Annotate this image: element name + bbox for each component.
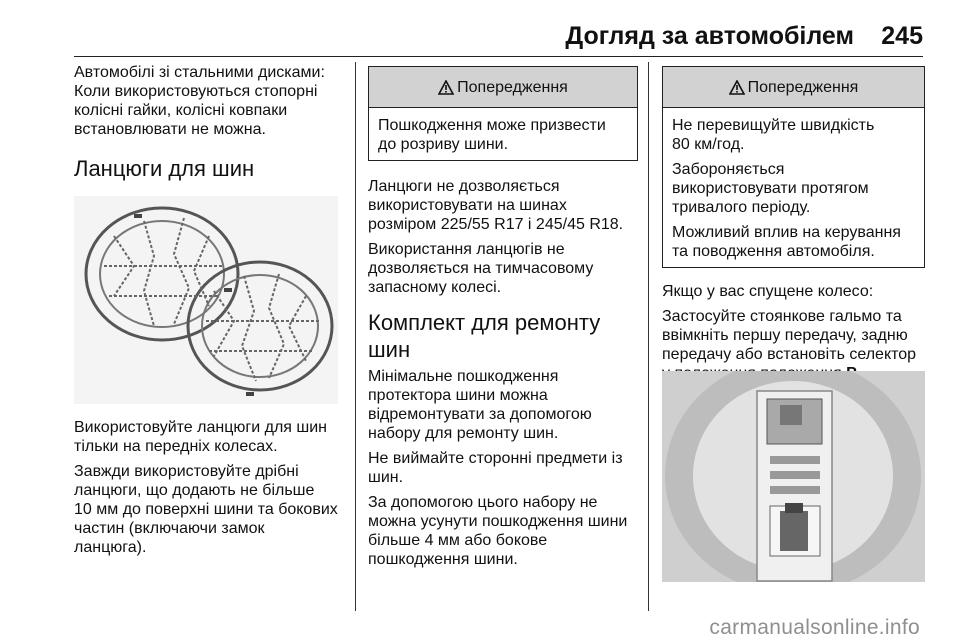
paragraph-flat-tyre — [662, 282, 925, 301]
text-line: можна усунути пошкодження шини — [368, 513, 628, 530]
text-line: ввімкніть першу передачу, задню — [662, 327, 908, 344]
text-line: тільки на передніх колесах. — [74, 438, 278, 455]
watermark-logo: carmanualsonline.info — [709, 616, 920, 639]
text-line: Завжди використовуйте дрібні — [74, 463, 299, 480]
text-line: набору для ремонту шин. — [368, 425, 559, 442]
text-line: шин. — [368, 469, 404, 486]
text-line: передачу або встановіть селектор — [662, 346, 917, 363]
text-line: відремонтувати за допомогою — [368, 406, 592, 423]
text-line: ланцюга). — [74, 539, 147, 556]
spare-wheel-well-drawing — [662, 371, 925, 582]
paragraph-minimal-damage — [368, 367, 638, 443]
text-line: дозволяється на тимчасовому — [368, 260, 594, 277]
column-left — [74, 63, 344, 182]
warning-body — [369, 108, 637, 160]
heading-line: Комплект для ремонту — [368, 310, 601, 335]
text-line: використовувати протягом — [672, 180, 869, 197]
paragraph-foreign-objects — [368, 449, 638, 487]
warning-box-tyre-damage — [368, 66, 638, 161]
column-divider-right — [648, 62, 649, 611]
text-line: Коли використовуються стопорні — [74, 83, 318, 100]
intro-paragraph — [74, 63, 344, 139]
text-line: ланцюги, що додають не більше — [74, 482, 315, 499]
paragraph-kit-limits — [368, 493, 638, 569]
warning-header — [663, 67, 924, 108]
tyre-chains-drawing — [74, 196, 338, 404]
text-line: Не перевищуйте швидкість — [672, 117, 875, 134]
tyre-chains-illustration — [74, 196, 338, 404]
text-line: Автомобілі зі стальними дисками: — [74, 64, 325, 81]
text-line: розміром 225/55 R17 і 245/45 R18. — [368, 216, 624, 233]
page-header — [0, 0, 960, 60]
column-left-lower — [74, 418, 344, 563]
text-line: частин (включаючи замок — [74, 520, 265, 537]
text-line: Мінімальне пошкодження — [368, 368, 559, 385]
warning-title: Попередження — [457, 78, 568, 96]
warning-box-speed — [662, 66, 925, 268]
warning-body — [663, 108, 924, 267]
text-line: та поводження автомобіля. — [672, 243, 875, 260]
header-rule — [74, 56, 923, 57]
page-title: Догляд за автомобілем — [565, 22, 854, 50]
text-line: Пошкодження може призвести — [378, 117, 606, 134]
warning-header — [369, 67, 637, 108]
paragraph-tyre-sizes — [368, 177, 638, 234]
warning-paragraph — [672, 223, 915, 261]
text-line: встановлювати не можна. — [74, 121, 266, 138]
text-line: більше 4 мм або бокове — [368, 532, 548, 549]
paragraph-fine-chains — [74, 462, 344, 557]
text-line: до розриву шини. — [378, 136, 509, 153]
text-line: тривалого періоду. — [672, 199, 811, 216]
warning-paragraph — [672, 116, 915, 154]
warning-paragraph — [672, 160, 915, 217]
text-line: Можливий вплив на керування — [672, 224, 901, 241]
text-line: пошкодження шини. — [368, 551, 518, 568]
paragraph-temporary-spare — [368, 240, 638, 297]
column-right — [662, 66, 925, 389]
text-line: 80 км/год. — [672, 136, 745, 153]
paragraph-front-wheels — [74, 418, 344, 456]
text-line: Використання ланцюгів не — [368, 241, 565, 258]
warning-triangle-icon — [438, 80, 454, 95]
section-heading-repair-kit — [368, 309, 638, 363]
text-line: Не виймайте сторонні предмети із — [368, 450, 623, 467]
text-line: Забороняється — [672, 161, 785, 178]
text-line: запасному колесі. — [368, 279, 502, 296]
section-heading-tyre-chains: Ланцюги для шин — [74, 156, 255, 181]
column-divider-left — [355, 62, 356, 611]
text-line: Використовуйте ланцюги для шин — [74, 419, 327, 436]
text-line: Застосуйте стоянкове гальмо та — [662, 308, 902, 325]
warning-triangle-icon — [729, 80, 745, 95]
text-line: колісні гайки, колісні ковпаки — [74, 102, 288, 119]
text-line: Якщо у вас спущене колесо: — [662, 283, 874, 300]
text-line: Ланцюги не дозволяється — [368, 178, 560, 195]
heading-line: шин — [368, 337, 411, 362]
warning-title: Попередження — [747, 78, 859, 96]
column-middle — [368, 66, 638, 575]
repair-kit-photo — [662, 371, 925, 582]
text-line: За допомогою цього набору не — [368, 494, 598, 511]
text-line: 10 мм до поверхні шини та бокових — [74, 501, 338, 518]
text-line: використовувати на шинах — [368, 197, 567, 214]
text-line: протектора шини можна — [368, 387, 548, 404]
page-number: 245 — [881, 22, 923, 50]
